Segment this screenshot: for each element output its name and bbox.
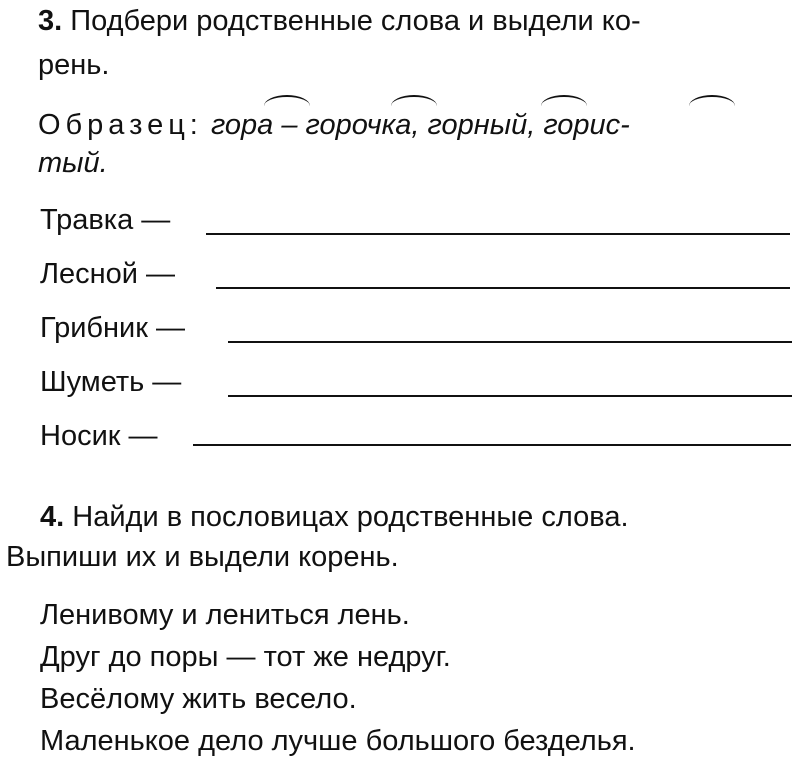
root-arc-mark — [541, 95, 587, 106]
answer-line[interactable] — [193, 444, 791, 446]
example-label: Образец: — [38, 109, 203, 141]
word-row-label: Травка — — [40, 204, 171, 236]
task3-example — [38, 108, 630, 142]
answer-line[interactable] — [228, 395, 792, 397]
task4-heading — [40, 500, 629, 534]
answer-line[interactable] — [206, 233, 790, 235]
word-row-label: Носик — — [40, 420, 158, 452]
proverb-line: Маленькое дело лучше большого безделья. — [40, 725, 636, 757]
word-row-label: Шуметь — — [40, 366, 182, 398]
task4-instruction-line1: Найди в пословицах родственные слова. — [72, 501, 629, 533]
root-arc-mark — [264, 95, 310, 106]
answer-line[interactable] — [228, 341, 792, 343]
word-row-label: Грибник — — [40, 312, 185, 344]
word-row-label: Лесной — — [40, 258, 176, 290]
proverb-line: Ленивому и лениться лень. — [40, 599, 410, 631]
task3-instruction-line2: рень. — [38, 49, 110, 81]
proverb-line: Весёлому жить весело. — [40, 683, 357, 715]
answer-line[interactable] — [216, 287, 790, 289]
task3-instruction-line1: Подбери родственные слова и выдели ко- — [70, 5, 641, 37]
task4-instruction-line2: Выпиши их и выдели корень. — [6, 541, 399, 573]
task3-number: 3. — [38, 5, 63, 37]
proverb-line: Друг до поры — тот же недруг. — [40, 641, 451, 673]
root-arc-mark — [391, 95, 437, 106]
example-words-line2: тый. — [38, 147, 108, 179]
example-words-line1: гора – горочка, горный, горис- — [210, 109, 630, 141]
root-arc-mark — [689, 95, 735, 106]
task4-number: 4. — [40, 501, 65, 533]
task3-heading — [38, 4, 641, 38]
